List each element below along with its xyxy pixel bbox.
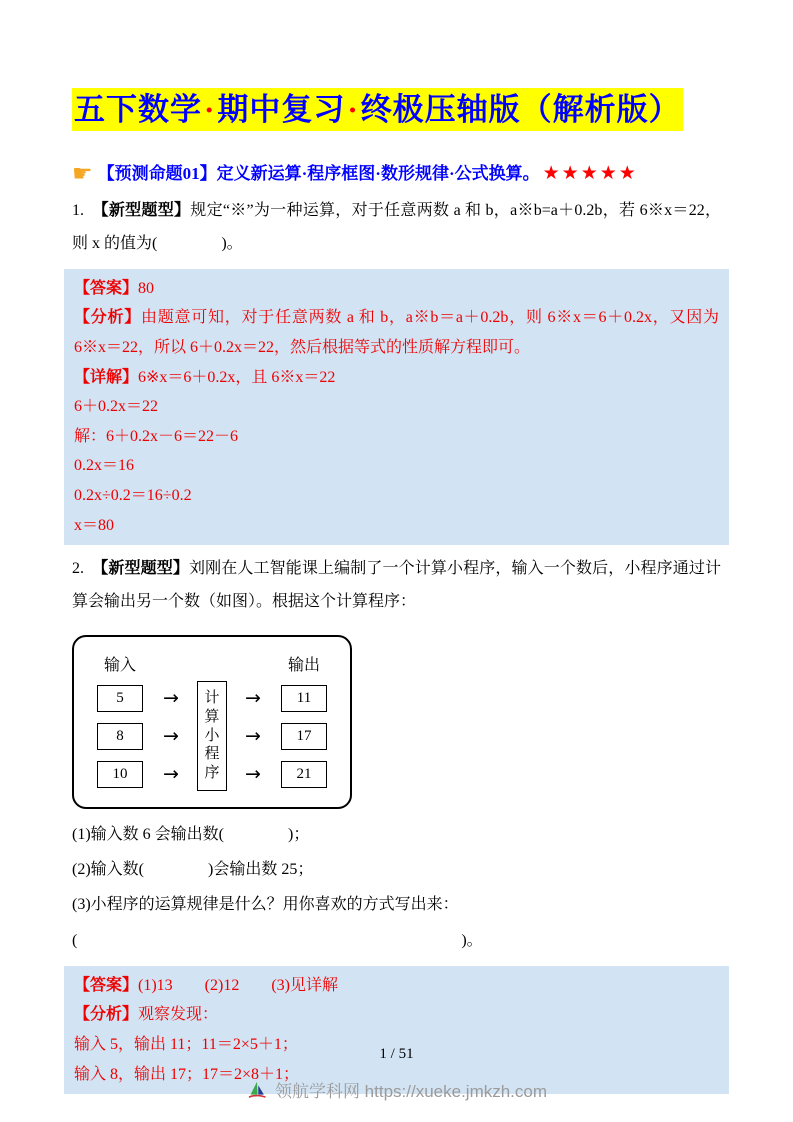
detail-text: 6※x＝6＋0.2x，且 6※x＝22 bbox=[138, 368, 336, 386]
analysis-text: 观察发现： bbox=[138, 1006, 219, 1024]
analysis-line bbox=[74, 303, 723, 362]
output-value-box: 11 bbox=[281, 685, 327, 712]
diagram-output-header: 输出 bbox=[287, 656, 320, 674]
title-separator-dot: · bbox=[204, 92, 216, 127]
answer-label: 【答案】 bbox=[74, 279, 139, 297]
page-number: 1 / 51 bbox=[379, 1046, 414, 1062]
question-1 bbox=[72, 195, 721, 261]
answer-line bbox=[74, 274, 719, 304]
right-arrow-icon: → bbox=[245, 686, 261, 709]
calculator-program-box bbox=[197, 681, 227, 791]
right-arrow-icon: → bbox=[163, 762, 179, 785]
title-part-exam: 期中复习 bbox=[217, 92, 346, 127]
topic-label: 【预测命题01】定义新运算·程序框图·数形规律·公式换算。 bbox=[97, 163, 540, 183]
solution-step: x＝80 bbox=[74, 516, 115, 534]
star-rating-icons: ★★★★★ bbox=[542, 161, 638, 184]
solution-step: 0.2x÷0.2＝16÷0.2 bbox=[74, 487, 192, 504]
sub-question-3: (3)小程序的运算规律是什么？用你喜欢的方式写出来： bbox=[72, 896, 459, 914]
page-footer bbox=[0, 1046, 793, 1102]
answer-block-question-1 bbox=[64, 269, 729, 545]
analysis-label: 【分析】 bbox=[74, 309, 142, 327]
detail-label: 【详解】 bbox=[74, 368, 139, 386]
title-highlight bbox=[72, 88, 683, 131]
input-value-box: 10 bbox=[97, 761, 143, 788]
question-2-tag: 【新型题型】 bbox=[100, 560, 189, 578]
detail-line bbox=[74, 363, 719, 393]
question-1-tag: 【新型题型】 bbox=[100, 201, 191, 219]
input-value-box: 5 bbox=[97, 685, 143, 712]
answer-value: (1)13 (2)12 (3)见详解 bbox=[138, 976, 338, 994]
solution-step: 6＋0.2x＝22 bbox=[74, 398, 159, 416]
topic-heading bbox=[72, 159, 721, 187]
answer-label: 【答案】 bbox=[74, 976, 139, 994]
site-logo-icon bbox=[246, 1079, 268, 1101]
right-arrow-icon: → bbox=[245, 762, 261, 785]
analysis-observation: 输入 8，输出 17；17＝2×8＋1； bbox=[74, 1065, 300, 1083]
title-part-subject: 五下数学 bbox=[74, 92, 202, 127]
question-2-text: 刘刚在人工智能课上编制了一个计算小程序，输入一个数后，小程序通过计算会输出另一个数（如图）。根据这个计算程序： bbox=[72, 560, 721, 611]
answer-value: 80 bbox=[138, 279, 155, 297]
title-part-edition: 终极压轴版（解析版） bbox=[360, 92, 681, 127]
right-arrow-icon: → bbox=[163, 686, 179, 709]
diagram-input-header: 输入 bbox=[103, 656, 136, 674]
input-value-box: 8 bbox=[97, 723, 143, 750]
right-arrow-icon: → bbox=[163, 724, 179, 747]
sub-question-1: (1)输入数 6 会输出数( )； bbox=[72, 826, 310, 844]
question-1-text: 规定“※”为一种运算，对于任意两数 a 和 b，a※b=a＋0.2b，若 6※x＝22，则 x 的值为( )。 bbox=[72, 201, 721, 252]
analysis-text: 由题意可知，对于任意两数 a 和 b，a※b＝a＋0.2b，则 6※x＝6＋0.2x，又因为 6※x＝22，所以 6＋0.2x＝22，然后根据等式的性质解方程即可。 bbox=[74, 309, 723, 357]
analysis-observation: 输入 5，输出 11；11＝2×5＋1； bbox=[74, 1036, 298, 1054]
program-flow-diagram bbox=[72, 635, 352, 809]
output-value-box: 21 bbox=[281, 761, 327, 788]
question-1-number: 1. bbox=[72, 201, 84, 219]
title-separator-dot: · bbox=[347, 92, 359, 127]
question-2-number: 2. bbox=[72, 560, 84, 578]
analysis-label: 【分析】 bbox=[74, 1006, 139, 1024]
calculator-program-label: 计算小程序 bbox=[204, 690, 220, 782]
site-watermark-text: 领航学科网 https://xueke.jmkzh.com bbox=[274, 1082, 548, 1101]
page-title bbox=[72, 88, 721, 133]
right-arrow-icon: → bbox=[245, 724, 261, 747]
sub-question-2: (2)输入数( )会输出数 25； bbox=[72, 861, 314, 879]
diagram-grid bbox=[88, 647, 336, 793]
output-value-box: 17 bbox=[281, 723, 327, 750]
sub-question-3-answer-blank: ( )。 bbox=[72, 931, 483, 949]
site-watermark bbox=[0, 1077, 793, 1102]
pointing-hand-icon: ☛ bbox=[72, 160, 93, 187]
solution-step: 0.2x＝16 bbox=[74, 457, 135, 475]
question-2 bbox=[72, 553, 721, 619]
solution-step: 解：6＋0.2x－6＝22－6 bbox=[74, 427, 239, 445]
analysis-line bbox=[74, 1000, 719, 1030]
answer-line bbox=[74, 971, 719, 1001]
